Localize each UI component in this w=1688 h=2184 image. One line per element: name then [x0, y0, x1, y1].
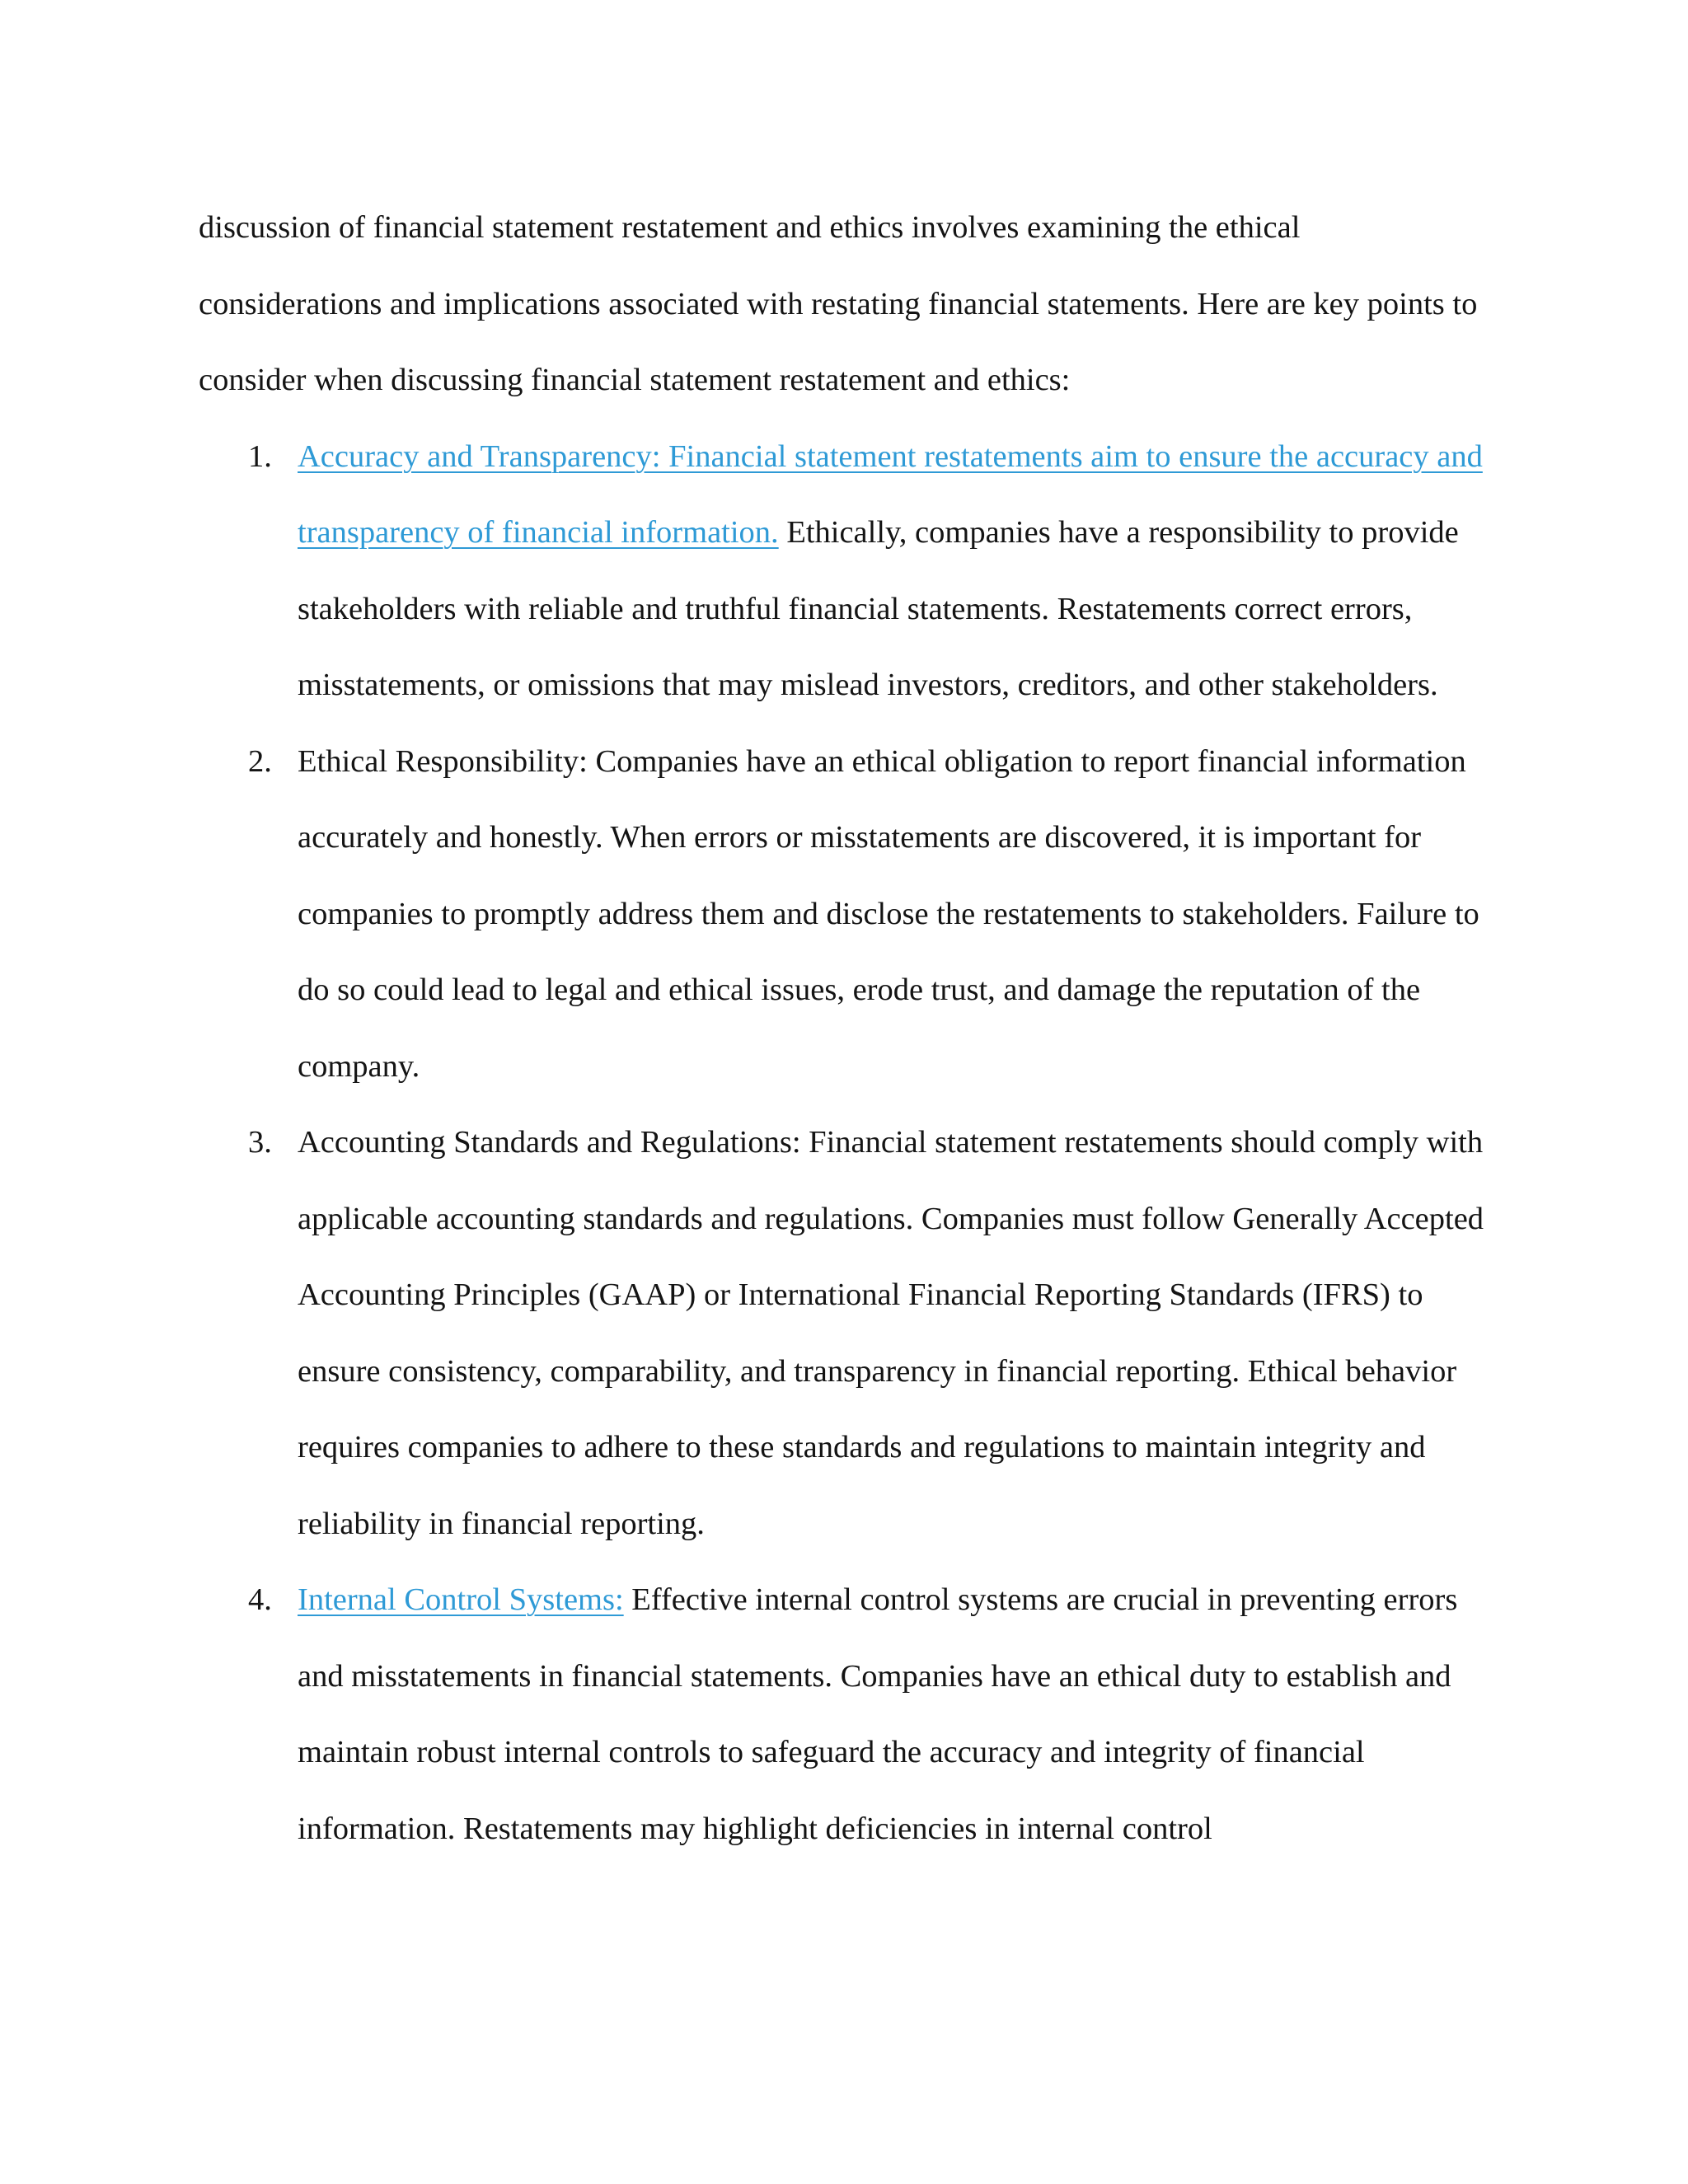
list-item-number: 1. [248, 438, 272, 474]
list-item-text: Accounting Standards and Regulations: Financial statement restatements should comply with applicable accounting standards and regulations. Companies must follow Generally Accepted Accounting Principles (GAAP) or International Financial Reporting Standards (IFRS) to ensure consistency, comparability, and transparency in financial reporting. Ethical behavior requires companies to adhere to these standards and regulations to maintain integrity and reliability in financial reporting. [298, 1125, 1484, 1541]
list-item [199, 1104, 1484, 1562]
accuracy-transparency-link[interactable]: Accuracy and Transparency: Financial statement restatements aim to ensure the accuracy and transparency of financial information. [298, 438, 1483, 550]
list-item-number: 4. [248, 1582, 272, 1617]
key-points-list [199, 419, 1484, 1868]
list-item-text: Ethically, companies have a responsibility to provide stakeholders with reliable and truthful financial statements. Restatements correct errors, misstatements, or omissions that may mislead investors, creditors, and other stakeholders. [298, 515, 1459, 702]
list-item-number: 2. [248, 743, 272, 779]
list-item-text: Ethical Responsibility: Companies have an ethical obligation to report financial information accurately and honestly. When errors or misstatements are discovered, it is important for companies to promptly address them and disclose the restatements to stakeholders. Failure to do so could lead to legal and ethical issues, erode trust, and damage the reputation of the company. [298, 743, 1479, 1084]
list-item [199, 724, 1484, 1105]
list-item-text: Effective internal control systems are crucial in preventing errors and misstatements in financial statements. Companies have an ethical duty to establish and maintain robust internal controls to safeguard the accuracy and integrity of financial information. Restatements may highlight deficiencies in internal control [298, 1582, 1458, 1846]
list-item [199, 1562, 1484, 1867]
internal-control-systems-link[interactable]: Internal Control Systems: [298, 1582, 624, 1617]
list-item [199, 419, 1484, 724]
intro-paragraph: discussion of financial statement restatement and ethics involves examining the ethical considerations and implications associated with restating financial statements. Here are key points to consider when discussing financial statement restatement and ethics: [199, 210, 1478, 397]
list-item-number: 3. [248, 1125, 272, 1160]
document-body [199, 190, 1484, 1867]
